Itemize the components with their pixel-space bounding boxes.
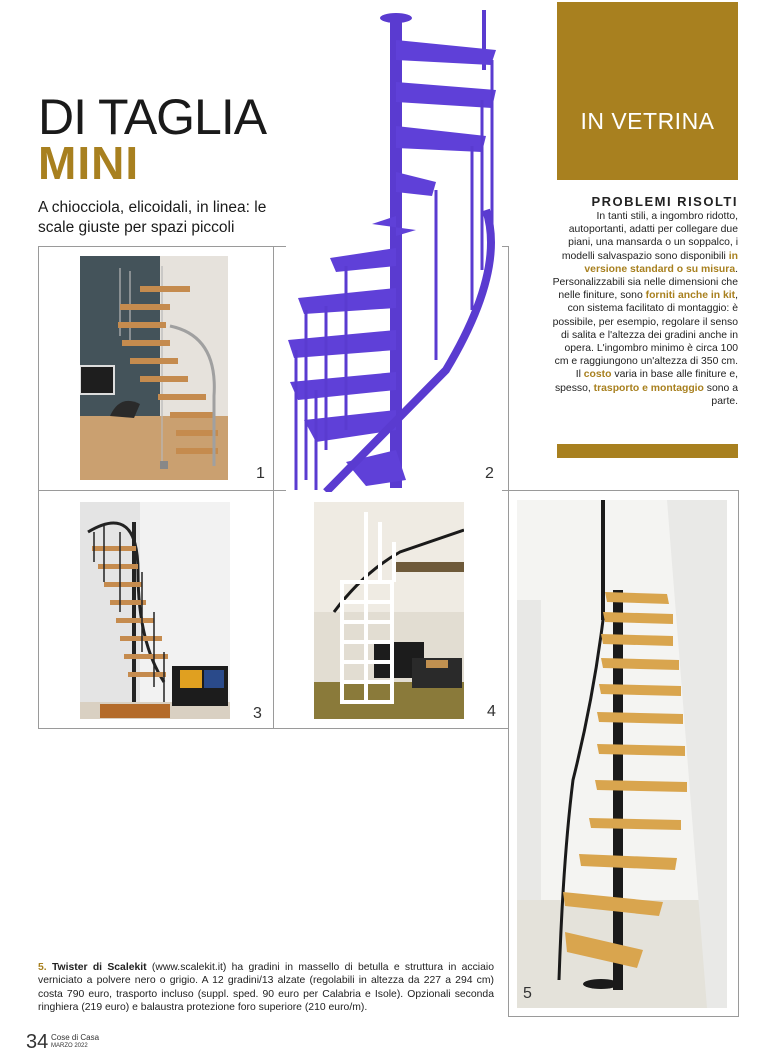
page-title: DI TAGLIA [38,89,267,145]
magazine-info [51,1033,99,1051]
box-text-part-4: varia in base alle finiture e, spesso, [554,369,738,394]
caption-text: (www.scalekit.it) ha gradini in massello di betulla e struttura in acciaio verniciato a polvere nero o grigio. A 12 gradini/13 alzate (regolabili in altezza da 227 a 294 cm) costa 790 euro, trasporto incluso (suppl. sped. 90 euro per Calabria e Isole). Opzionali seconda ringhiera (219 euro) e balaustra protezione foro superiore (210 euro/m). [38,962,494,1014]
page-subtitle: A chiocciola, elicoidali, in linea: le scale giuste per spazi piccoli [38,199,267,236]
caption-number: 5. [38,962,47,973]
photo-3 [80,502,230,719]
box-highlight-1: in versione standard o su misura [584,250,738,275]
photo-number-2: 2 [485,465,494,482]
box-text-part-1: In tanti stili, a ingombro ridotto, autoportanti, adatti per collegare due piani, una mansarda o un soppalco, i modelli salvaspazio sono disponibili [561,211,738,262]
box-text-part-2: . Personalizzabili sia nelle dimensioni che nelle finiture, sono [552,263,738,302]
photo-number-4: 4 [487,703,496,720]
page-number: 34 [26,1031,49,1053]
magazine-name: Cose di Casa [51,1033,100,1042]
photo-number-3: 3 [253,705,262,722]
box-title: PROBLEMI RISOLTI [591,194,738,209]
section-label-box [557,2,738,180]
photo-2 [286,10,502,492]
photo-5 [517,500,727,1008]
issue-date: MARZO 2022 [51,1043,88,1049]
photo-number-1: 1 [256,465,265,482]
box-text [552,210,738,408]
box-highlight-4: trasporto e montaggio [593,382,704,394]
photo-1 [80,256,228,480]
photo-number-5: 5 [523,985,532,1002]
box-highlight-2: forniti anche in kit [645,290,736,302]
box-divider [557,444,738,458]
page-title-accent: MINI [38,137,140,189]
photo-caption [38,961,494,1015]
box-text-part-5: sono a parte. [706,382,738,407]
section-label: IN VETRINA [580,107,715,134]
caption-product-name: Twister di Scalekit [51,962,147,973]
photo-4 [314,502,464,719]
box-text-part-3: , con sistema facilitato di montaggio: è possibile, per esempio, regolare il senso di salita e l'altezza dei gradini anche in opera. L'ingombro minimo è circa 100 cm e raggiungono un'altezza di 350 cm. Il [552,290,738,381]
box-highlight-3: costo [583,369,612,381]
